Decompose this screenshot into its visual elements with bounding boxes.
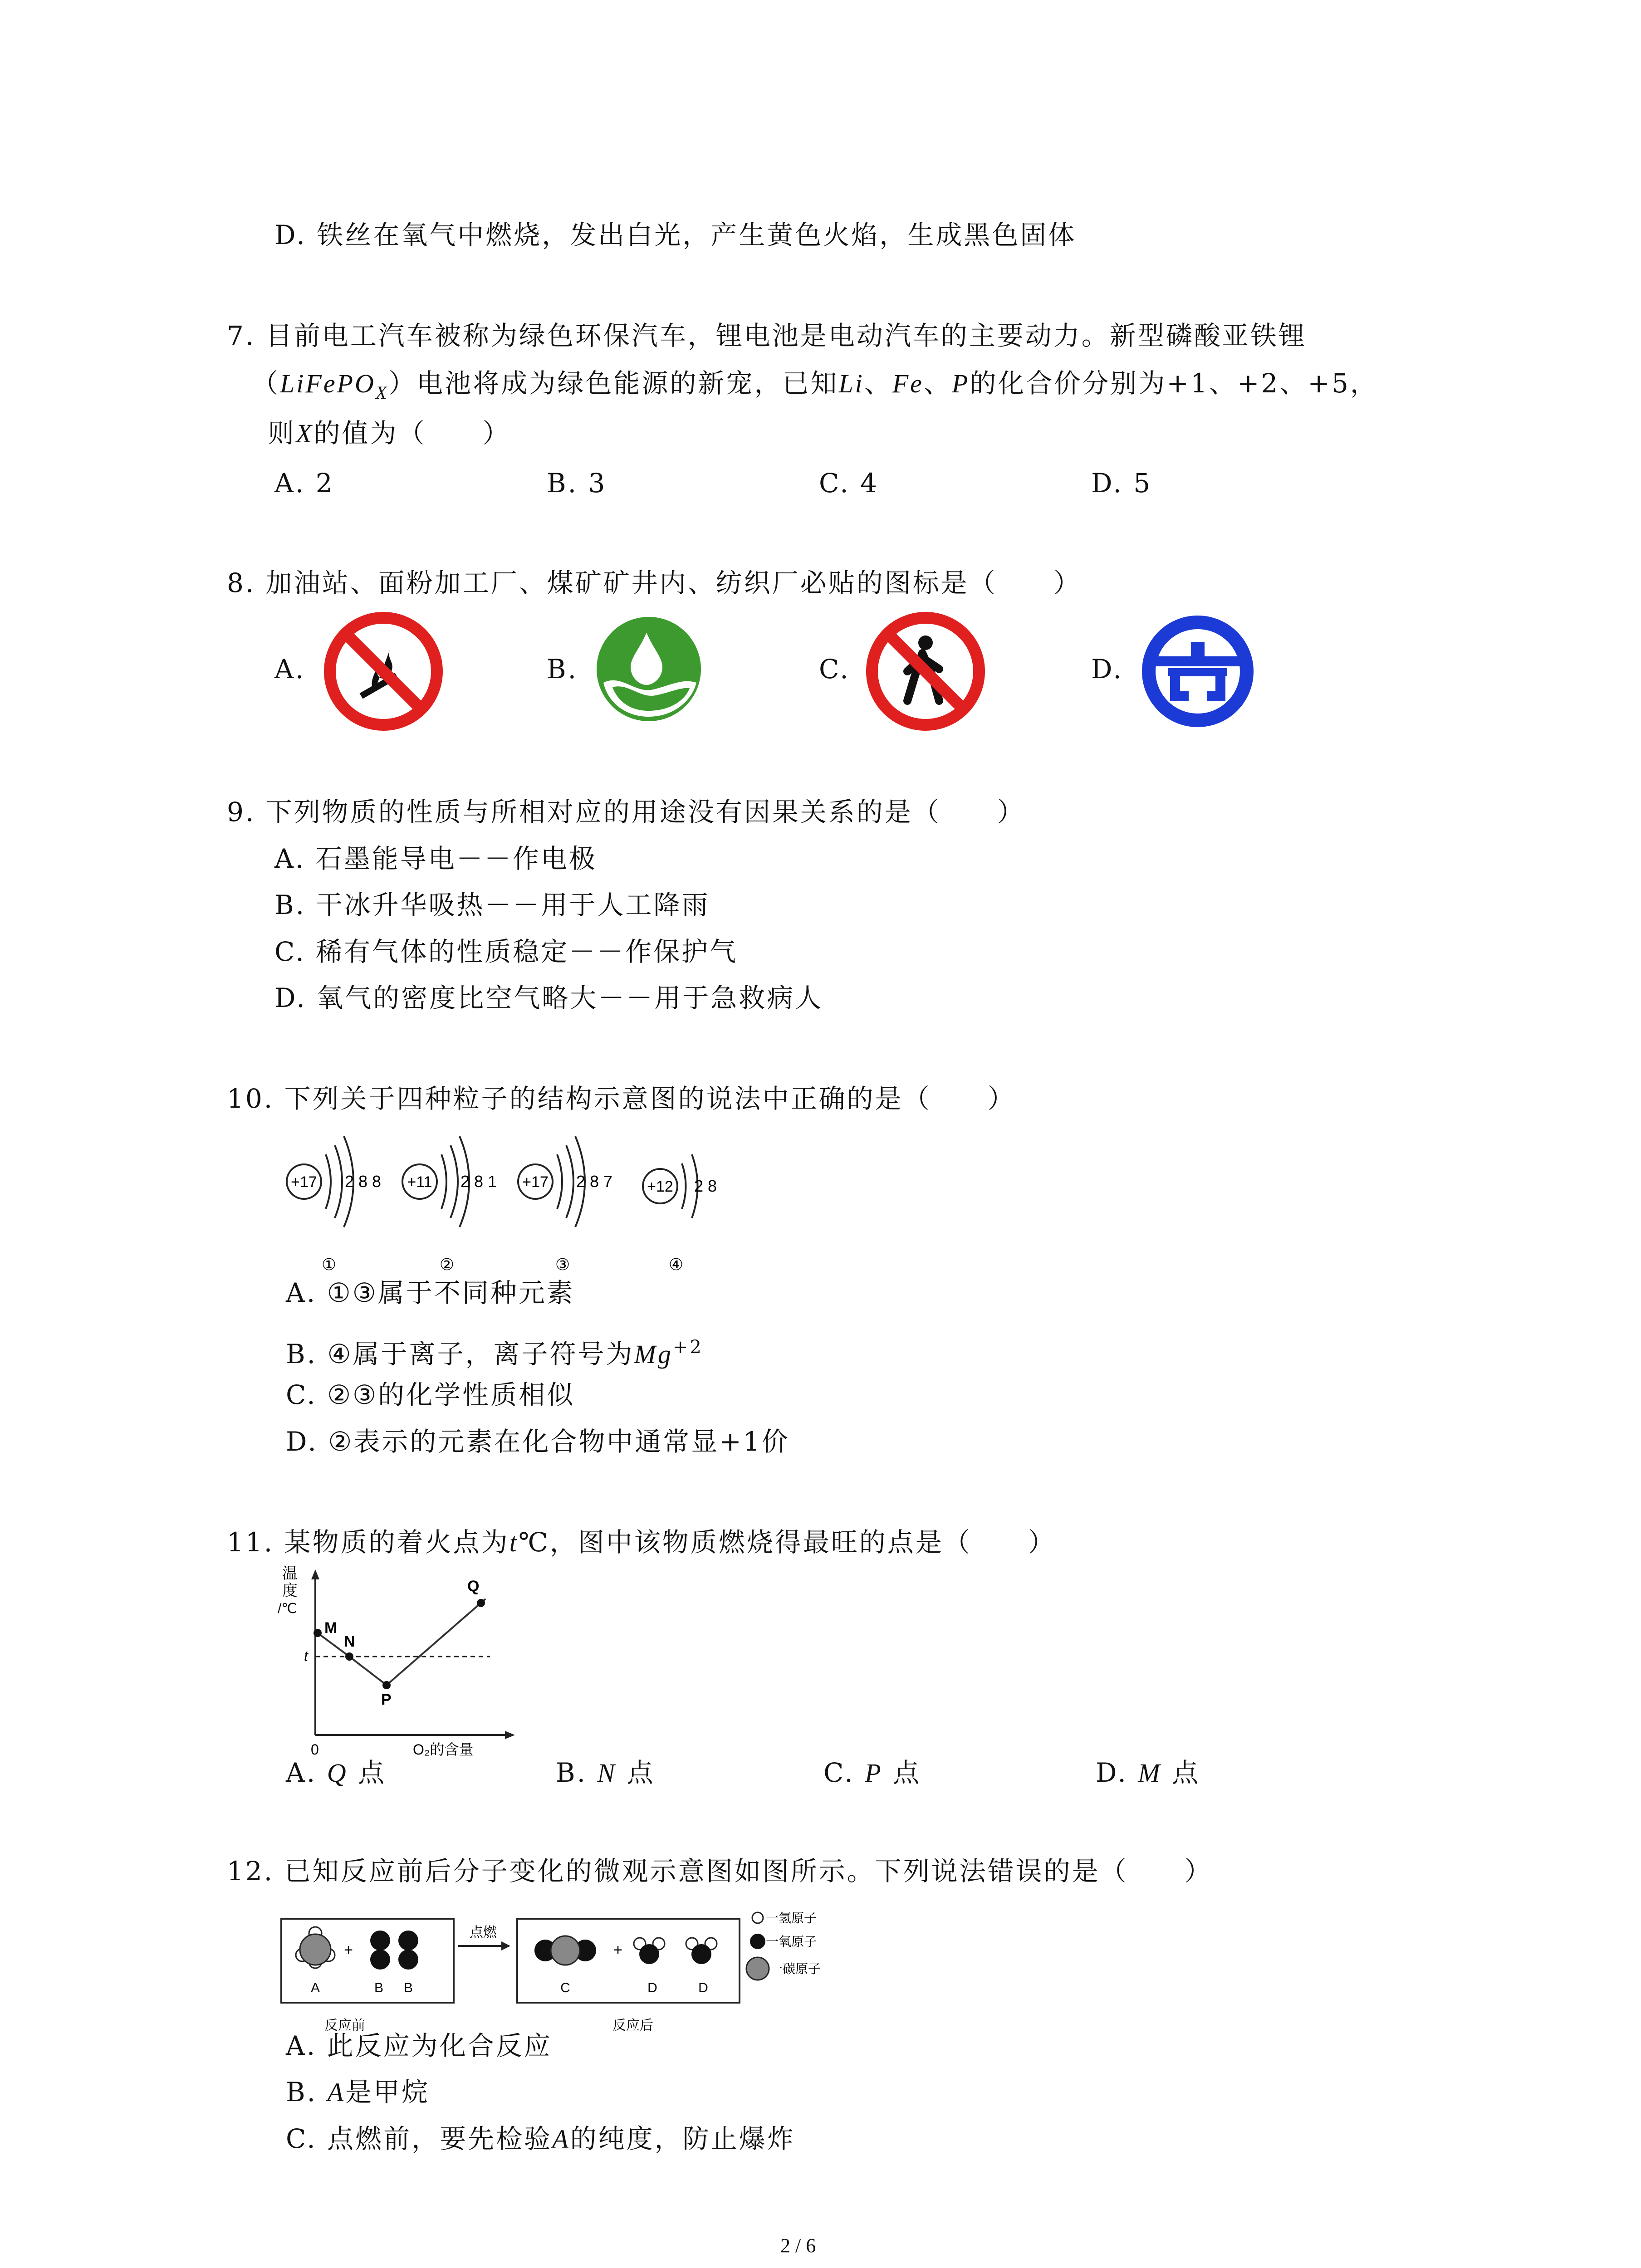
q7-stem-line3 [268,415,510,452]
q12-option-c-post: 的纯度，防止爆炸 [570,2123,795,2154]
q7-option-a: A. 2 [274,468,334,499]
q7-option-c: C. 4 [819,468,879,499]
point-m [314,1629,322,1637]
particle-3 [518,1136,612,1274]
q11-option-c-suffix: 点 [893,1757,921,1788]
q8-label-b: B. [547,654,578,684]
label-a: A [310,1980,320,1995]
q9-option-d: D. 氧气的密度比空气略大－－用于急救病人 [274,982,823,1013]
particle-1-shells: 2 8 8 [345,1172,382,1191]
q7-formula: LiFePO [280,369,376,398]
graph-t-tick: t [304,1648,308,1664]
q11-option-d [1096,1755,1200,1791]
q7-line2-end: 的化合价分别为+1、+2、+5， [970,368,1378,399]
q10-option-c: C. ②③的化学性质相似 [286,1379,575,1410]
q8-label-d: D. [1091,654,1123,684]
label-p: P [381,1691,392,1708]
q7-line3-post: 的值为（ ） [314,418,511,449]
particle-1 [287,1136,381,1274]
legend-oxygen: 一氧原子 [766,1935,817,1949]
q9-option-c: C. 稀有气体的性质稳定－－作保护气 [274,936,738,967]
water-saving-icon [594,615,703,723]
q12-option-c-symbol: A [552,2124,570,2154]
q12-option-a: A. 此反应为化合反应 [286,2030,552,2061]
legend-hydrogen: 一氢原子 [766,1911,817,1925]
q9-option-b: B. 干冰升华吸热－－用于人工降雨 [274,890,710,920]
point-p [382,1681,391,1689]
q7-x: X [296,419,314,448]
q8-label-a: A. [274,654,306,684]
q12-option-b-symbol: A [327,2077,345,2107]
label-b2: B [403,1980,413,1995]
q7-line2-text: ）电池将成为绿色能源的新宠，已知 [388,368,839,399]
particle-4 [643,1154,717,1274]
temperature-oxygen-graph [268,1560,522,1760]
q11-option-d-suffix: 点 [1172,1757,1200,1788]
q11-stem-pre: 11. 某物质的着火点为 [227,1527,509,1558]
plus-2: + [613,1941,622,1959]
q12-option-b-pre: B. [286,2077,328,2107]
q11-stem-post: ℃，图中该物质燃烧得最旺的点是（ ） [518,1527,1056,1558]
q7-option-b: B. 3 [547,468,607,499]
q9-stem: 9. 下列物质的性质与所相对应的用途没有因果关系的是（ ） [227,797,1025,827]
label-d2: D [698,1980,708,1995]
graph-ylabel-2: 度 [282,1582,298,1599]
q11-option-c-letter: C. [823,1757,855,1788]
q11-option-a-point: Q [327,1758,348,1788]
label-q: Q [467,1578,480,1595]
q10-option-b [286,1329,703,1373]
q7-sep2: 、 [923,368,952,399]
point-q [477,1599,485,1607]
q7-stem-line1: 7. 目前电工汽车被称为绿色环保汽车，锂电池是电动汽车的主要动力。新型磷酸亚铁锂 [227,320,1307,351]
q11-option-a-letter: A. [286,1757,317,1788]
label-d1: D [647,1980,657,1995]
molecule-c [551,1936,580,1965]
no-fire-icon [322,610,445,733]
particle-2-nucleus: +11 [407,1173,432,1191]
q11-t: t [509,1528,519,1557]
q7-formula-sub: X [375,382,389,403]
label-c: C [560,1980,570,1995]
q6-option-d: D. 铁丝在氧气中燃烧，发出白光，产生黄色火焰，生成黑色固体 [274,220,1077,250]
particle-2-mark: ② [439,1255,455,1274]
q7-line3-pre: 则 [268,418,296,449]
q7-li: Li [838,369,864,398]
before-caption: 反应前 [324,2018,365,2033]
legend-carbon: 一碳原子 [770,1962,821,1976]
q10-option-a: A. ①③属于不同种元素 [286,1277,575,1308]
particle-1-mark: ① [321,1255,337,1274]
q7-p: P [951,369,970,398]
point-n [345,1652,353,1661]
q12-option-c [286,2121,795,2157]
q7-sep1: 、 [864,368,892,399]
blue-circle-sign-icon [1141,615,1254,728]
q11-stem [227,1524,1056,1561]
graph-origin: 0 [311,1741,319,1758]
graph-ylabel-3: /℃ [278,1601,297,1616]
label-b1: B [374,1980,384,1995]
q10-option-d: D. ②表示的元素在化合物中通常显+1价 [286,1426,790,1457]
page-number: 2 / 6 [780,2234,816,2257]
no-pedestrian-icon [864,610,987,733]
q7-fe: Fe [892,369,924,398]
q9-option-a: A. 石墨能导电－－作电极 [274,843,597,874]
q11-option-a [286,1755,386,1791]
q8-label-c: C. [819,654,850,684]
q8-stem: 8. 加油站、面粉加工厂、煤矿矿井内、纺织厂必贴的图标是（ ） [227,567,1082,598]
plus-1: + [344,1941,353,1959]
q7-paren-open: （ [252,368,280,399]
q10-option-b-text: B. ④属于离子，离子符号为 [286,1339,634,1369]
q11-option-b-suffix: 点 [627,1757,655,1788]
q7-stem-line2 [252,365,1378,411]
q10-option-b-charge: +2 [672,1337,703,1358]
molecule-a [300,1934,331,1965]
particle-4-shells: 2 8 [694,1177,717,1195]
graph-xlabel: O₂的含量 [413,1741,474,1758]
graph-ylabel-1: 温 [282,1565,298,1582]
q11-option-d-point: M [1138,1758,1162,1788]
q12-option-b [286,2074,430,2111]
particle-1-nucleus: +17 [291,1173,317,1191]
particle-2-shells: 2 8 1 [460,1172,497,1191]
q11-option-b-point: N [597,1758,617,1788]
q12-option-c-pre: C. 点燃前，要先检验 [286,2123,553,2154]
particle-3-shells: 2 8 7 [576,1172,613,1191]
q11-option-d-letter: D. [1096,1757,1128,1788]
q11-option-b [556,1755,655,1791]
reaction-micro-diagram [277,1905,876,2041]
q11-option-b-letter: B. [556,1757,588,1788]
particle-4-mark: ④ [668,1255,684,1274]
label-n: N [344,1633,355,1650]
particle-2 [402,1136,497,1274]
after-caption: 反应后 [612,2018,653,2033]
q11-option-c-point: P [865,1758,883,1788]
particle-3-mark: ③ [555,1255,570,1274]
particle-3-nucleus: +17 [522,1173,549,1191]
q11-option-a-suffix: 点 [358,1757,387,1788]
arrow-label: 点燃 [470,1925,497,1940]
particle-4-nucleus: +12 [647,1178,673,1195]
q12-option-b-post: 是甲烷 [345,2077,430,2107]
q12-stem: 12. 已知反应前后分子变化的微观示意图如图所示。下列说法错误的是（ ） [227,1856,1213,1887]
q10-stem: 10. 下列关于四种粒子的结构示意图的说法中正确的是（ ） [227,1083,1016,1114]
q7-option-d: D. 5 [1091,468,1152,499]
label-m: M [324,1619,338,1637]
q11-option-c [823,1755,921,1791]
atomic-structure-diagram [272,1120,749,1275]
q10-option-b-symbol: Mg [634,1339,673,1369]
